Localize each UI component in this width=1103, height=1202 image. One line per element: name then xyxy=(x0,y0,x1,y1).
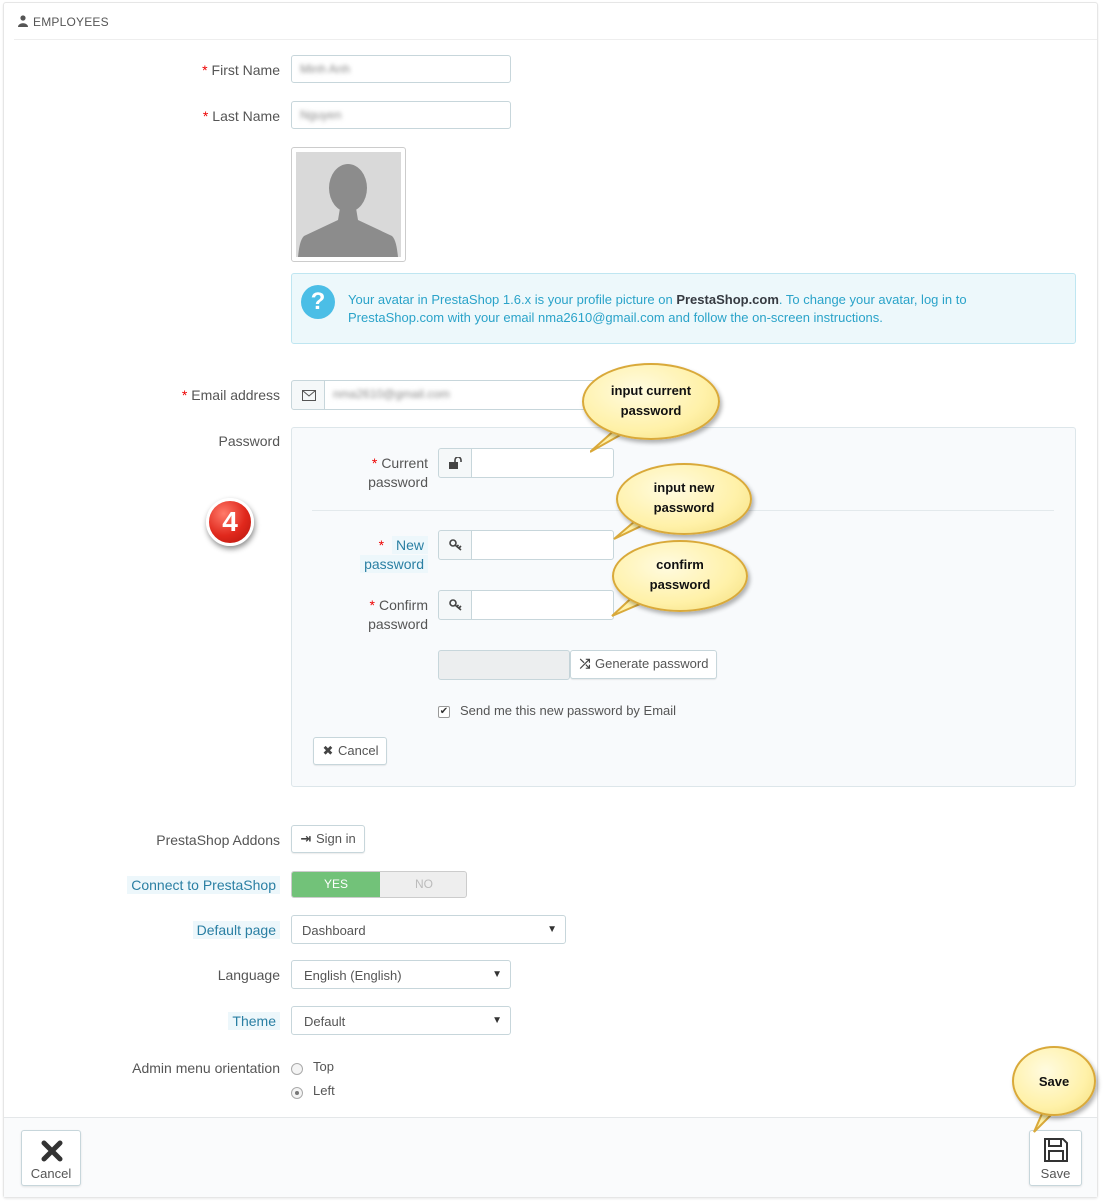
default-page-select[interactable]: Dashboard ▼ xyxy=(291,915,566,944)
language-select[interactable]: English (English) ▼ xyxy=(291,960,511,989)
shuffle-icon: ⤮ xyxy=(579,656,591,671)
page-title: EMPLOYEES xyxy=(33,15,109,29)
avatar xyxy=(291,147,406,262)
key-icon xyxy=(449,599,463,611)
password-cancel-button[interactable]: ✖ Cancel xyxy=(313,737,387,765)
panel-heading xyxy=(14,3,1097,40)
last-name-input[interactable]: Nguyen xyxy=(291,101,511,129)
current-password-addon xyxy=(438,448,472,478)
user-icon xyxy=(18,15,28,27)
save-icon xyxy=(1043,1137,1069,1163)
avatar-info-alert xyxy=(291,273,1076,344)
step-number-badge: 4 xyxy=(206,498,254,546)
generated-password-field xyxy=(438,650,570,680)
first-name-input[interactable]: Minh Anh xyxy=(291,55,511,83)
new-password-addon xyxy=(438,530,472,560)
confirm-password-input[interactable] xyxy=(471,590,614,620)
switch-yes[interactable]: YES xyxy=(292,872,380,897)
email-input[interactable]: nma2610@gmail.com xyxy=(324,380,612,410)
avatar-info-text: Your avatar in PrestaShop 1.6.x is your profile picture on PrestaShop.com. To change your avatar, log in to PrestaShop.com with your email nma2610@gmail.com and follow the on-screen instructions. xyxy=(348,292,967,325)
default-page-label: Default page xyxy=(193,922,280,938)
new-password-input[interactable] xyxy=(471,530,614,560)
orientation-left-radio[interactable] xyxy=(291,1087,303,1099)
orientation-top-label: Top xyxy=(313,1059,334,1074)
caret-down-icon: ▼ xyxy=(492,1015,502,1026)
theme-label: Theme xyxy=(228,1013,280,1029)
avatar-placeholder-icon xyxy=(296,152,401,257)
confirm-password-addon xyxy=(438,590,472,620)
sign-in-icon: ⇥ xyxy=(300,831,312,846)
key-icon xyxy=(449,539,463,551)
generate-password-button[interactable]: ⤮ Generate password xyxy=(570,650,717,679)
connect-label: Connect to PrestaShop xyxy=(127,877,280,893)
theme-select[interactable]: Default ▼ xyxy=(291,1006,511,1035)
callout-save: Save xyxy=(1012,1046,1096,1116)
orientation-top-radio[interactable] xyxy=(291,1063,303,1075)
language-label: Language xyxy=(217,967,280,983)
send-email-label: Send me this new password by Email xyxy=(460,703,677,718)
callout-new-password: input new password xyxy=(616,463,752,535)
password-label: Password xyxy=(218,433,280,449)
new-password-label: * New password xyxy=(340,536,428,574)
orientation-left-label: Left xyxy=(313,1083,335,1098)
envelope-icon xyxy=(302,390,316,401)
connect-switch[interactable] xyxy=(291,871,467,898)
close-icon: ✖ xyxy=(322,743,334,758)
close-icon xyxy=(41,1140,63,1162)
send-email-checkbox[interactable]: ✔ xyxy=(439,706,449,717)
switch-no[interactable]: NO xyxy=(415,877,433,891)
first-name-label: * First Name xyxy=(202,62,280,78)
footer-save-button[interactable]: Save xyxy=(1029,1130,1082,1186)
callout-confirm-password: confirm password xyxy=(612,540,748,612)
email-label: * Email address xyxy=(181,387,280,403)
question-icon: ? xyxy=(301,285,335,319)
caret-down-icon: ▼ xyxy=(492,969,502,980)
email-addon xyxy=(291,380,325,410)
callout-current-password: input current password xyxy=(582,363,720,440)
last-name-label: * Last Name xyxy=(202,108,280,124)
menu-orientation-label: Admin menu orientation xyxy=(132,1060,280,1076)
footer-cancel-button[interactable]: Cancel xyxy=(21,1130,81,1186)
confirm-password-label: * Confirm password xyxy=(368,597,428,632)
current-password-label: * Current password xyxy=(368,455,428,490)
addons-label: PrestaShop Addons xyxy=(156,832,280,848)
unlock-icon xyxy=(449,457,463,469)
form-footer xyxy=(4,1117,1097,1197)
caret-down-icon: ▼ xyxy=(547,924,557,935)
addons-sign-in-button[interactable]: ⇥ Sign in xyxy=(291,825,365,853)
